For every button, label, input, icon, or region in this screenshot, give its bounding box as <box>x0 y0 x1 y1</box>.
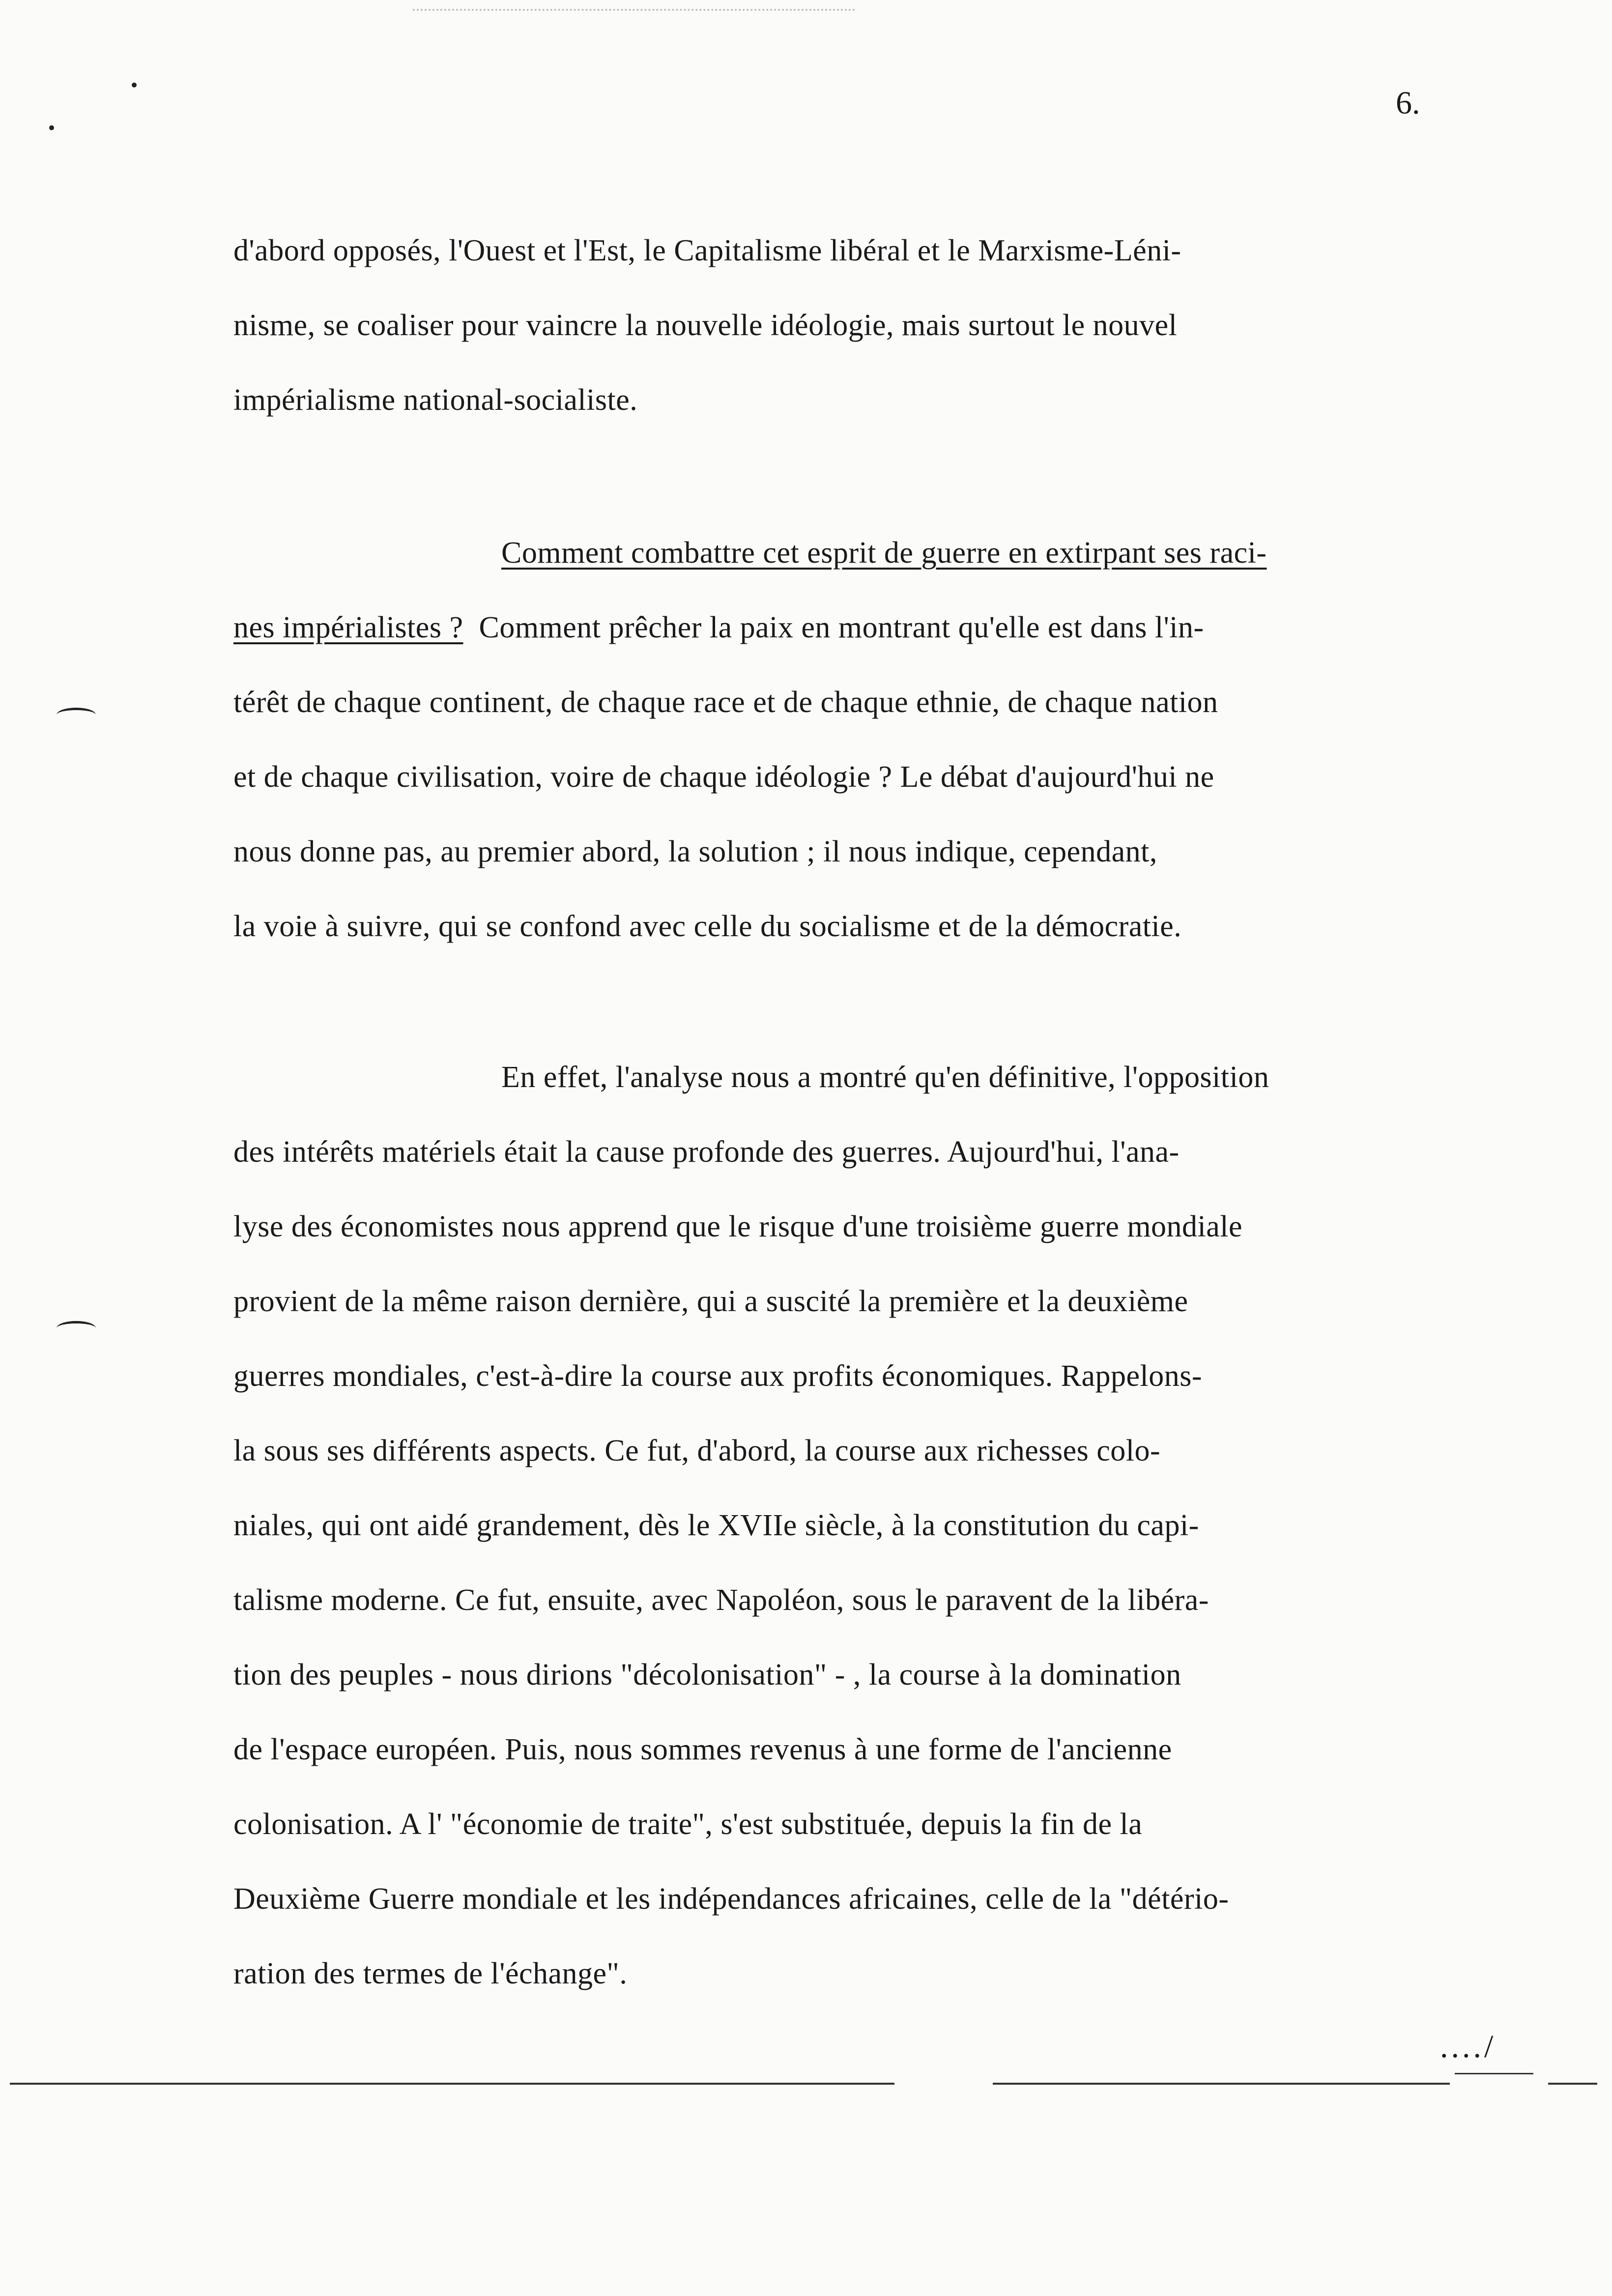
scan-speck <box>49 125 54 130</box>
text-line: provient de la même raison dernière, qui a suscité la première et la deuxième <box>233 1285 1188 1318</box>
bottom-rule <box>1455 2073 1533 2074</box>
underlined-text: nes impérialistes ? <box>233 611 463 644</box>
text-line: Deuxième Guerre mondiale et les indépendances africaines, celle de la "détério- <box>233 1882 1229 1916</box>
text-line: la sous ses différents aspects. Ce fut, d'abord, la course aux richesses colo- <box>233 1434 1161 1467</box>
text-line: lyse des économistes nous apprend que le risque d'une troisième guerre mondiale <box>233 1210 1243 1243</box>
scan-artifact <box>413 9 855 14</box>
text-line: des intérêts matériels était la cause profonde des guerres. Aujourd'hui, l'ana- <box>233 1135 1180 1169</box>
text-line: nisme, se coaliser pour vaincre la nouvelle idéologie, mais surtout le nouvel <box>233 309 1178 342</box>
text-line: talisme moderne. Ce fut, ensuite, avec Napoléon, sous le paravent de la libéra- <box>233 1583 1209 1617</box>
text-line: et de chaque civilisation, voire de chaque idéologie ? Le débat d'aujourd'hui ne <box>233 760 1214 794</box>
text-line: impérialisme national-socialiste. <box>233 383 638 417</box>
margin-mark <box>57 1321 96 1335</box>
bottom-rule <box>1548 2083 1597 2085</box>
text-line: En effet, l'analyse nous a montré qu'en définitive, l'opposition <box>501 1061 1269 1094</box>
bottom-rule <box>993 2083 1450 2085</box>
text-span: Comment prêcher la paix en montrant qu'elle est dans l'in- <box>479 611 1204 644</box>
text-line: la voie à suivre, qui se confond avec celle du socialisme et de la démocratie. <box>233 910 1182 943</box>
text-line <box>233 608 1204 647</box>
text-line: ration des termes de l'échange". <box>233 1957 628 1990</box>
text-line: nous donne pas, au premier abord, la solution ; il nous indique, cependant, <box>233 835 1157 868</box>
text-line: térêt de chaque continent, de chaque race et de chaque ethnie, de chaque nation <box>233 686 1218 719</box>
bottom-rule <box>10 2083 894 2085</box>
margin-mark <box>57 708 96 722</box>
continuation-mark: ..../ <box>1440 2029 1497 2065</box>
text-line: d'abord opposés, l'Ouest et l'Est, le Capitalisme libéral et le Marxisme-Léni- <box>233 234 1181 267</box>
scan-speck <box>132 83 137 87</box>
text-line: colonisation. A l' "économie de traite", s'est substituée, depuis la fin de la <box>233 1808 1143 1841</box>
page-number: 6. <box>1396 85 1420 121</box>
text-line: niales, qui ont aidé grandement, dès le XVIIe siècle, à la constitution du capi- <box>233 1509 1199 1542</box>
text-line: guerres mondiales, c'est-à-dire la course aux profits économiques. Rappelons- <box>233 1359 1203 1393</box>
underlined-heading-line: Comment combattre cet esprit de guerre en extirpant ses raci- <box>501 536 1267 570</box>
text-line: de l'espace européen. Puis, nous sommes revenus à une forme de l'ancienne <box>233 1733 1172 1766</box>
text-line: tion des peuples - nous dirions "décolonisation" - , la course à la domination <box>233 1658 1181 1692</box>
